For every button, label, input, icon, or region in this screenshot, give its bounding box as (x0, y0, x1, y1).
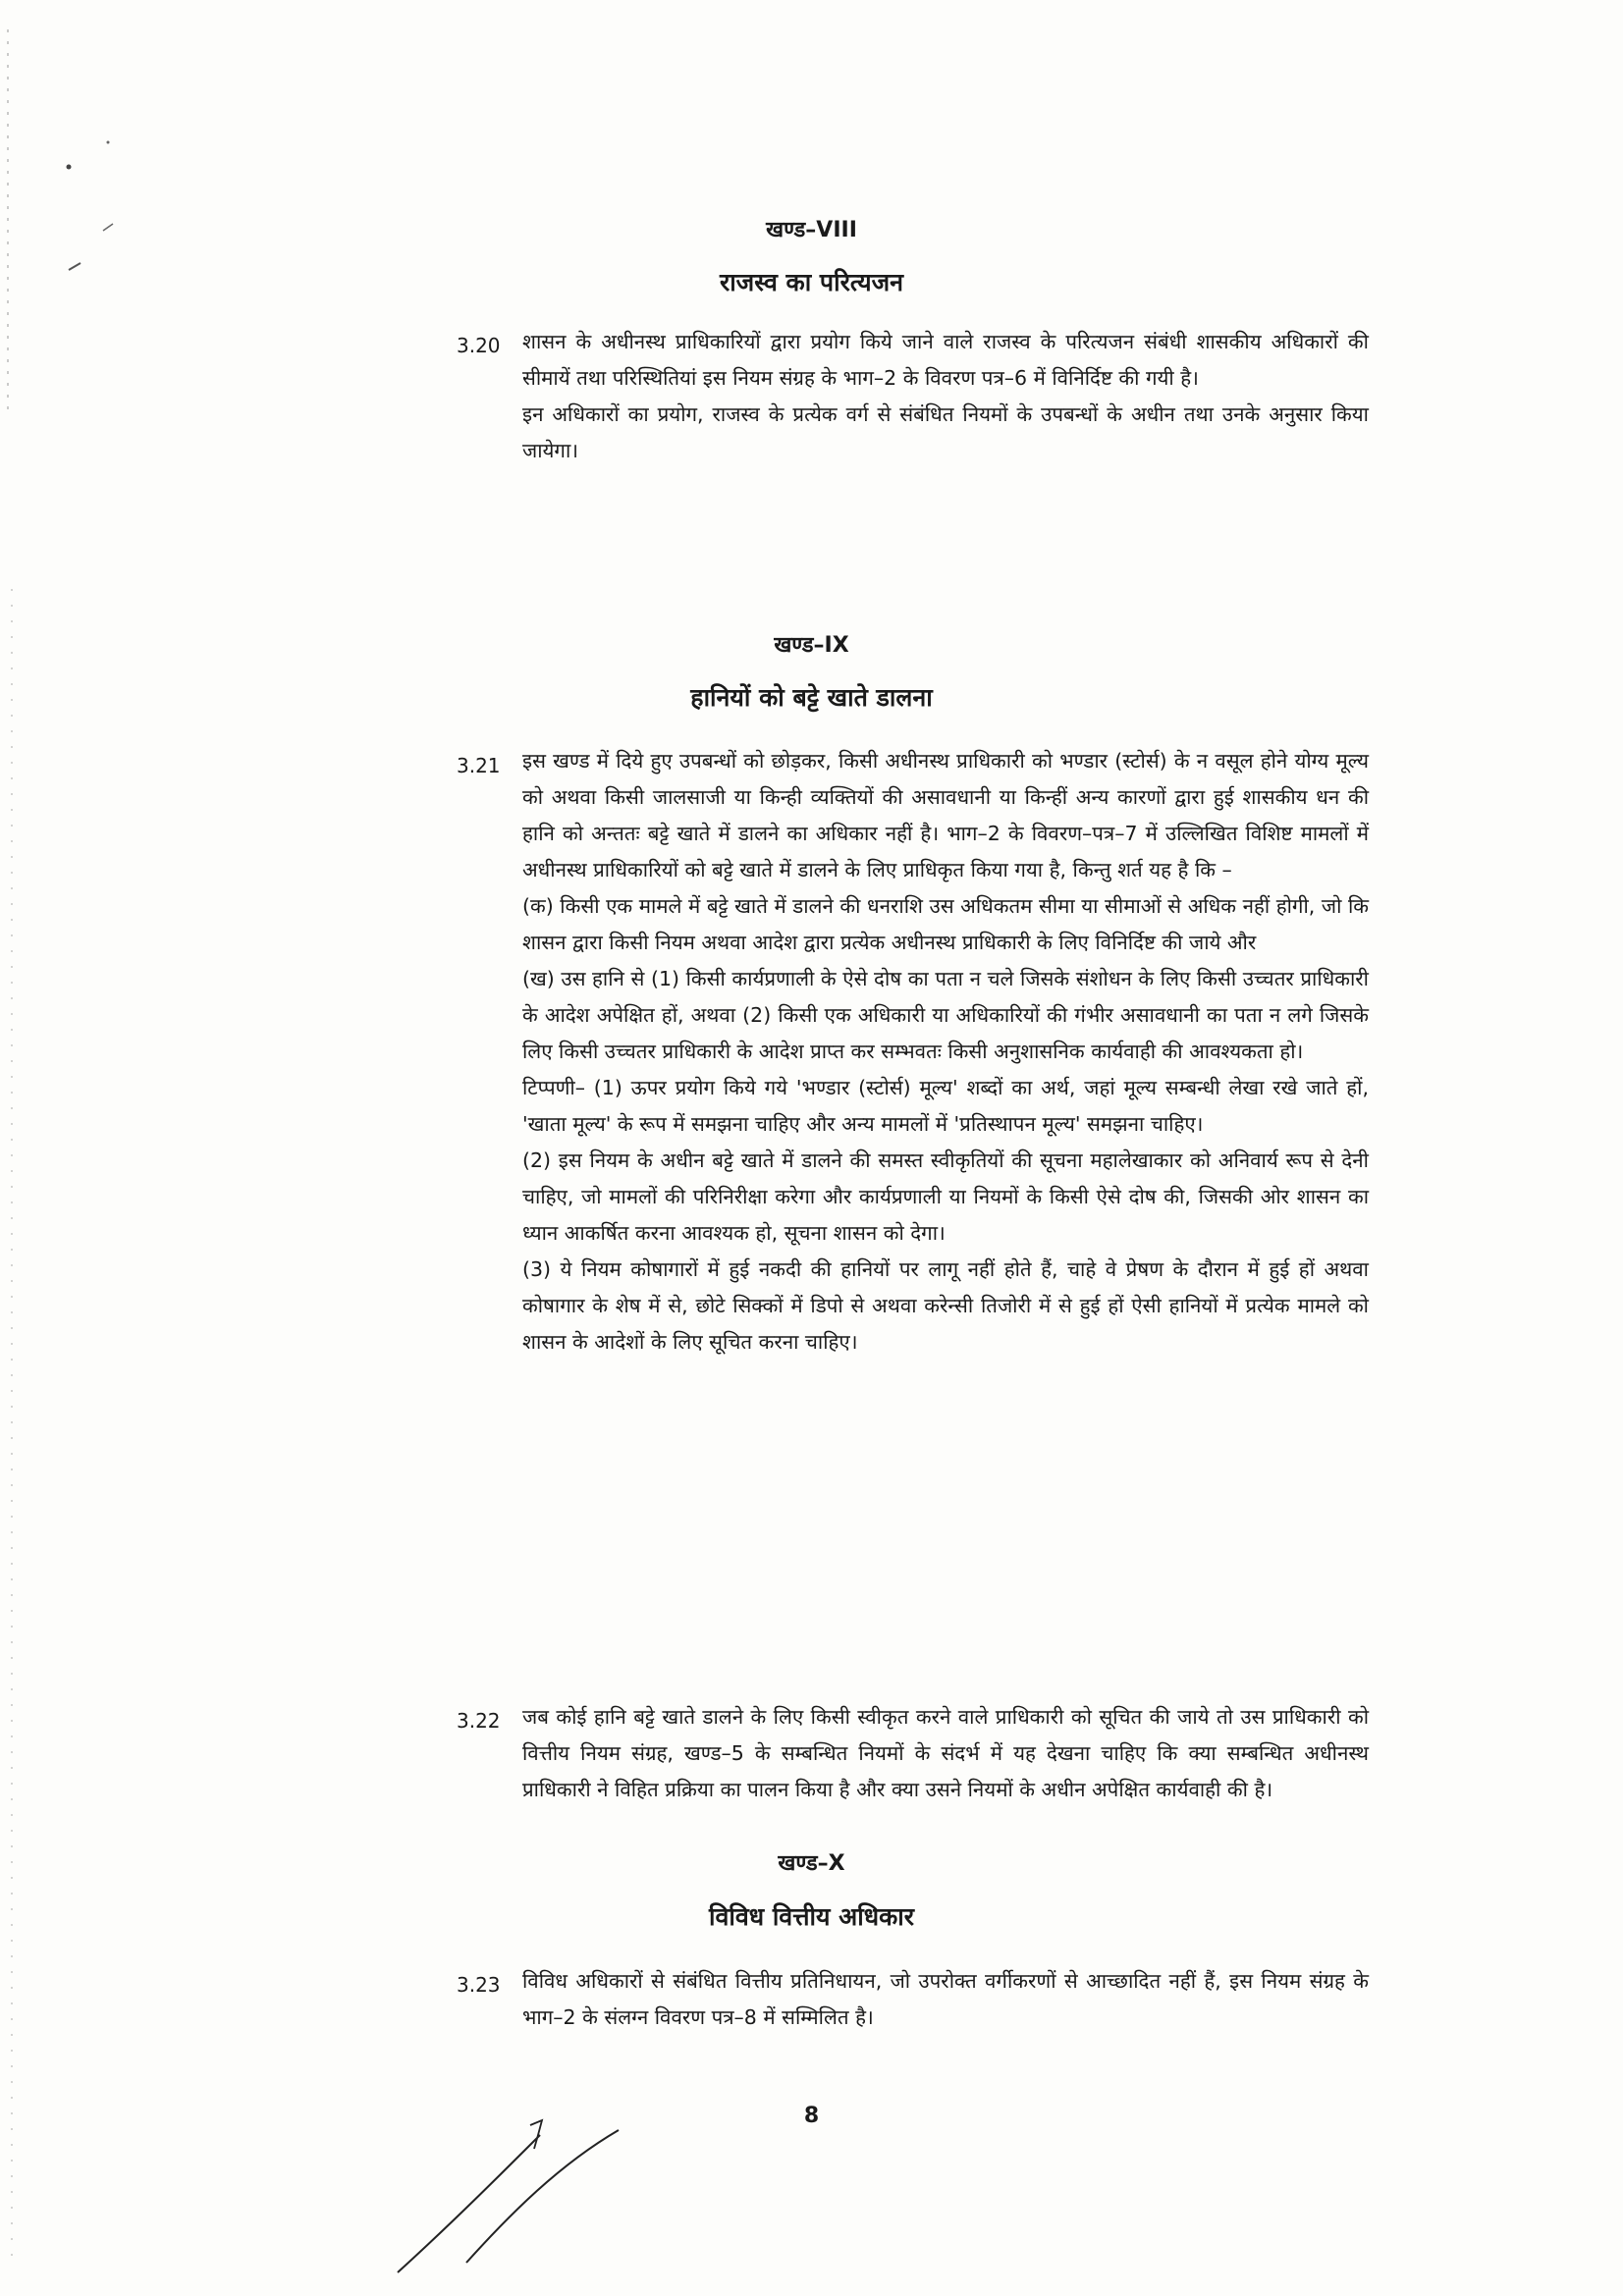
section-title: राजस्व का परित्यजन (719, 268, 904, 296)
paragraph: (ख) उस हानि से (1) किसी कार्यप्रणाली के ऐसे दोष का पता न चले जिसके संशोधन के लिए किसी उच्चतर प्राधिकारी के आदेश अपेक्षित हों, अथवा (2) किसी एक अधिकारी या अधिकारियों की गंभीर असावधानी का पता न लगे जिसके लिए किसी उच्चतर प्राधिकारी के आदेश प्राप्त कर सम्भवतः किसी अनुशासनिक कार्यवाही की आवश्यकता हो। (522, 967, 1369, 1063)
rule-number: 3.23 (457, 1973, 501, 1997)
section-title: विविध वित्तीय अधिकार (708, 1902, 914, 1931)
note-paragraph: टिप्पणी– (1) ऊपर प्रयोग किये गये 'भण्डार (स्टोर्स) मूल्य' शब्दों का अर्थ, जहां मूल्य सम्बन्धी लेखा रखे जाते हों, 'खाता मूल्य' के रूप में समझना चाहिए और अन्य मामलों में 'प्रतिस्थापन मूल्य' समझना चाहिए। (522, 1076, 1369, 1136)
paragraph: इस खण्ड में दिये हुए उपबन्धों को छोड़कर, किसी अधीनस्थ प्राधिकारी को भण्डार (स्टोर्स) के न वसूल होने योग्य मूल्य को अथवा किसी जालसाजी या किन्ही व्यक्तियों की असावधानी या किन्हीं अन्य कारणों द्वारा हुई शासकीय धन की हानि को अन्ततः बट्टे खाते में डालने का अधिकार नहीं है। भाग–2 के विवरण–पत्र–7 में उल्लिखित विशिष्ट मामलों में अधीनस्थ प्राधिकारियों को बट्टे खाते में डालने के लिए प्राधिकृत किया गया है, किन्तु शर्त यह है कि – (522, 749, 1369, 881)
note-paragraph: (3) ये नियम कोषागारों में हुई नकदी की हानियों पर लागू नहीं होते हैं, चाहे वे प्रेषण के दौरान में हुई हों अथवा कोषागार के शेष में से, छोटे सिक्कों में डिपो से अथवा करेन्सी तिजोरी में से हुई हों ऐसी हानियों में प्रत्येक मामले को शासन के आदेशों के लिए सूचित करना चाहिए। (522, 1257, 1369, 1354)
rule-text (522, 1963, 1369, 2036)
rule-text (522, 1699, 1369, 1808)
paragraph: इन अधिकारों का प्रयोग, राजस्व के प्रत्येक वर्ग से संबंधित नियमों के उपबन्धों के अधीन तथा उनके अनुसार किया जायेगा। (522, 402, 1369, 462)
section-label: खण्ड–VIII (766, 218, 857, 242)
rule-number: 3.20 (457, 334, 501, 357)
section-title: हानियों को बट्टे खाते डालना (690, 683, 933, 712)
section-label: खण्ड–X (778, 1851, 845, 1876)
rule-text (522, 324, 1369, 469)
paragraph: (क) किसी एक मामले में बट्टे खाते में डालने की धनराशि उस अधिकतम सीमा या सीमाओं से अधिक नहीं होगी, जो कि शासन द्वारा किसी नियम अथवा आदेश द्वारा प्रत्येक अधीनस्थ प्राधिकारी के लिए विनिर्दिष्ट की जाये और (522, 894, 1369, 954)
handwritten-signature (393, 2115, 648, 2282)
rule-number: 3.22 (457, 1709, 501, 1733)
section-label: खण्ड–IX (774, 633, 849, 658)
paragraph: शासन के अधीनस्थ प्राधिकारियों द्वारा प्रयोग किये जाने वाले राजस्व के परित्यजन संबंधी शासकीय अधिकारों की सीमायें तथा परिस्थितियां इस नियम संग्रह के भाग–2 के विवरण पत्र–6 में विनिर्दिष्ट की गयी है। (522, 330, 1369, 390)
note-paragraph: (2) इस नियम के अधीन बट्टे खाते में डालने की समस्त स्वीकृतियों की सूचना महालेखाकार को अनिवार्य रूप से देनी चाहिए, जो मामलों की परिनिरीक्षा करेगा और कार्यप्रणाली या नियमों के किसी ऐसे दोष की, जिसकी ओर शासन का ध्यान आकर्षित करना आवश्यक हो, सूचना शासन को देगा। (522, 1148, 1369, 1245)
rule-text (522, 743, 1369, 1361)
page-number: 8 (803, 2104, 820, 2128)
paragraph: विविध अधिकारों से संबंधित वित्तीय प्रतिनिधायन, जो उपरोक्त वर्गीकरणों से आच्छादित नहीं हैं, इस नियम संग्रह के भाग–2 के संलग्न विवरण पत्र–8 में सम्मिलित है। (522, 1969, 1369, 2029)
scan-edge-marks (0, 0, 137, 2296)
rule-number: 3.21 (457, 754, 501, 777)
paragraph: जब कोई हानि बट्टे खाते डालने के लिए किसी स्वीकृत करने वाले प्राधिकारी को सूचित की जाये तो उस प्राधिकारी को वित्तीय नियम संग्रह, खण्ड–5 के सम्बन्धित नियमों के संदर्भ में यह देखना चाहिए कि क्या सम्बन्धित अधीनस्थ प्राधिकारी ने विहित प्रक्रिया का पालन किया है और क्या उसने नियमों के अधीन अपेक्षित कार्यवाही की है। (522, 1705, 1369, 1801)
